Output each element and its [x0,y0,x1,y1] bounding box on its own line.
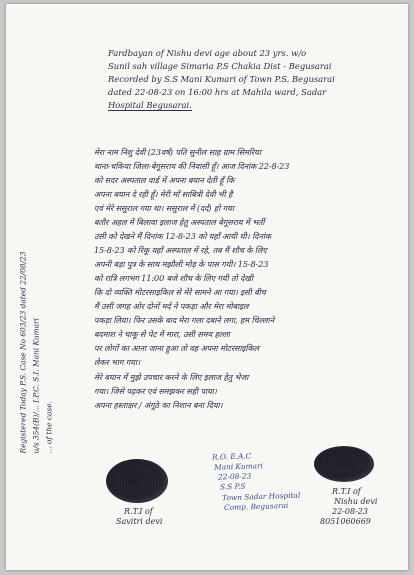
statement-line: पर लोगों का आना जाना हुआ तो वह अपना मोटरसाइकिल [94,343,259,353]
statement-line: अपना हस्ताक्षर / अंगूठे का निशान बना दिया। [94,400,223,410]
left-thumb-impression-block [102,459,202,559]
header-line: Sunil sah village Simaria P.S Chakia Dist - Begusarai [108,61,332,71]
stamp-line: Mani Kumari [213,461,264,472]
margin-note-line: Registered Today P.S. Case No 603/23 dated 22/08/23 [18,251,28,454]
statement-line: को सदर अस्पताल वार्ड में अपना बयान देती हूँ कि [94,175,235,185]
statement-line: अपनी बड़ा पुत्र के साथ मझौली मोड़ के पास गयी। 15-8-23 [94,259,269,269]
rti-name: Savitri devi [116,517,163,526]
margin-note-line: u/s 354(B)/... I.P.C. S.I. Mani Kumari [31,318,41,454]
statement-line: बतौर अहल में बिलावा इलाज हेतु अस्पताल बेगूसराय में भर्ती [94,217,265,227]
statement-line: थाना-चकिया जिला-बेगूसराय की निवासी हूँ। आज दिनांक 22-8-23 [94,161,290,171]
statement-line: 15-8-23 को रिंकू यहाँ अस्पताल में रहे, तब मैं शौच के लिए [94,245,267,255]
right-thumb-impression-block [306,444,406,564]
margin-note-line: ... of the case. [44,401,54,454]
statement-line: पकड़ा लिया। फिर उसके बाद मेरा गला दबाने लगा, हम चिल्लाने [94,315,275,325]
statement-line: गया। जिसे पढ़कर एवं समझकर सही पाया। [94,386,217,396]
thumb-impression [314,446,374,482]
phone-number: 8051060669 [320,517,371,526]
stamp-line: Town Sadar Hospital [221,490,301,503]
header-line: dated 22-08-23 on 16:00 hrs at Mahila ward, Sadar [108,87,327,97]
document-page [6,4,408,570]
statement-line: अपना बयान दे रही हूँ। मेरी माँ साबित्री देवी भी है [94,189,233,199]
registration-margin-note [17,134,56,454]
rti-label: R.T.I of [124,507,153,516]
statement-line: कि दो व्यक्ति मोटरसाइकिल से मेरे सामने आ गया। इसी बीच [94,287,266,297]
officer-stamp [206,452,316,562]
stamp-line: S.S P.S [219,481,246,492]
header-line: Hospital Begusarai. [108,100,192,110]
signature-date: 22-08-23 [332,507,368,516]
rti-name: Nishu devi [334,497,378,506]
header-line: Recorded by S.S Mani Kumari of Town P.S. Begusarai [108,74,335,84]
statement-line: को रात्रि लगभग 11:00 बजे शौच के लिए गयी तो देखी [94,273,253,283]
statement-line: मेरा नाम निशु देवी (23वर्ष) पति सुनील साह ग्राम सिमरिया [94,147,261,157]
statement-line: मैं उसी जगह ओर दोनों मर्द ने पकड़ा और मेरा मोबाइल [94,301,249,311]
header-line: Fardbayan of Nishu devi age about 23 yrs. w/o [108,48,307,58]
statement-line: उसी को देखने मैं दिनांक 12-8-23 को यहाँ आयी थी। दिनांक [94,231,272,241]
stamp-line: 22-08-23 [217,471,252,482]
stamp-line: Comp. Begusarai [223,500,289,513]
statement-line: एवं मेरे ससुराल गया था। ससुराल में (दर्द) हो गया [94,203,234,213]
statement-line: लेकर भाग गया। [94,357,140,367]
rti-label: R.T.I of [332,487,361,496]
statement-line: बदमाश ने चाकू से पेट में मारा, उसी समय हल्ला [94,329,230,339]
stamp-line: R.O. E.A.C [211,451,252,462]
thumb-impression [106,459,168,503]
statement-line: मेरे बयान में मुझे उपचार करने के लिए इलाज हेतु भेजा [94,372,249,382]
